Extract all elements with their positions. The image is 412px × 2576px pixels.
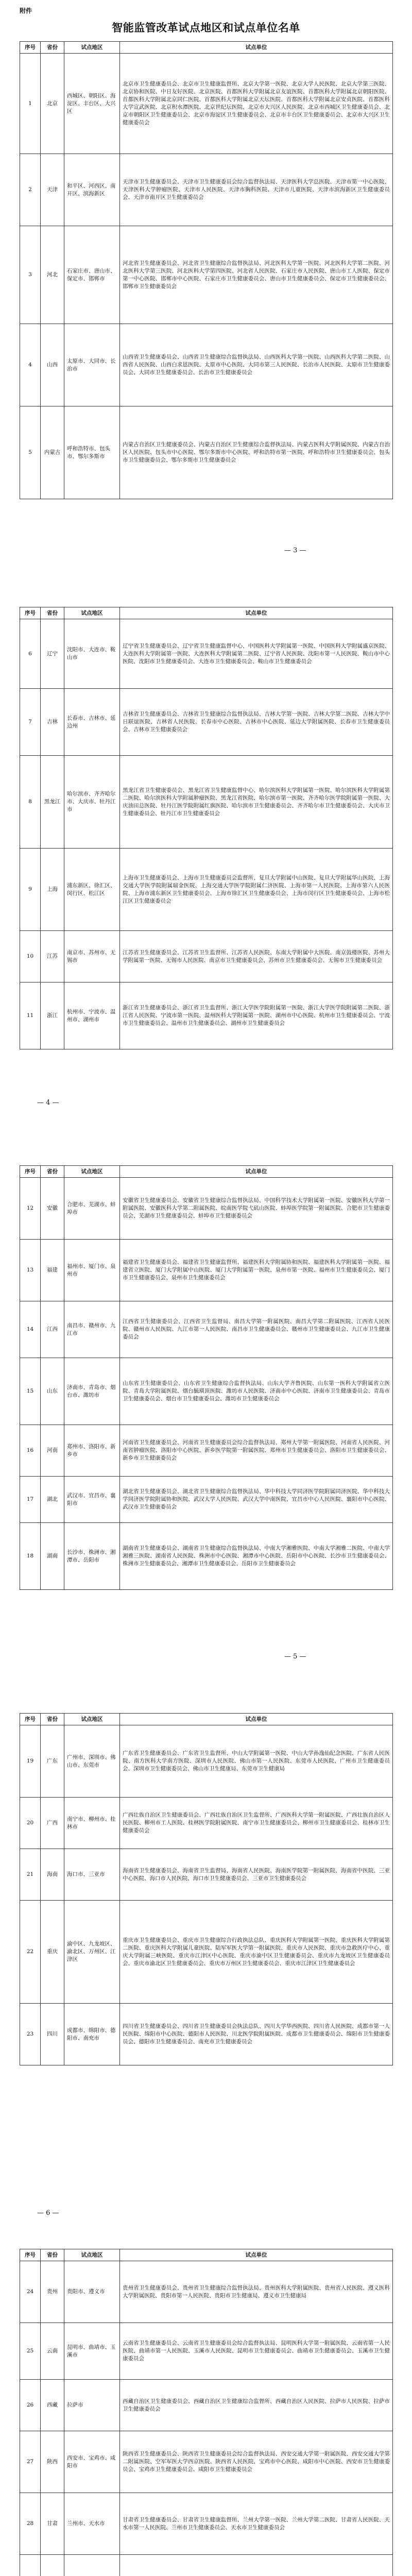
table-header-row (20, 2249, 393, 2261)
cell-units: 广东省卫生健康委员会、广东省卫生监督所、中山大学附属第一医院、中山大学孙逸仙纪念医院、广东省人民医院、南方医科大学南方医院、深圳市人民医院、佛山市第一人民医院、东莞市人民医院、广州市卫生健康委员会、深圳市卫生健康委员会、佛山市卫生健康局、东莞市卫生健康局 (120, 1725, 393, 1798)
table-row (20, 2493, 393, 2555)
cell-index (20, 2555, 41, 2576)
table-row (20, 2555, 393, 2576)
cell-index: 24 (20, 2261, 41, 2323)
cell-region: 西城区、朝阳区、海淀区、丰台区、大兴区 (64, 54, 120, 154)
pilot-list-table (20, 607, 393, 1049)
page-5 (0, 2224, 412, 2576)
cell-units: 辽宁省卫生健康委员会、辽宁省卫生健康监督中心、中国医科大学附属第一医院、中国医科大学附属盛京医院、大连医科大学附属第一医院、大连医科大学附属第二医院、辽宁省人民医院、沈阳市第一人民医院、鞍山市中心医院、沈阳市卫生健康委员会、大连市卫生健康委员会、鞍山市卫生健康委员会 (120, 619, 393, 689)
cell-units: 甘肃省卫生健康委员会、甘肃省卫生健康监督所、兰州大学第一医院、兰州大学第二医院、甘肃省人民医院、天水市第一人民医院、兰州市卫生健康委员会、天水市卫生健康委员会 (120, 2493, 393, 2555)
cell-index: 21 (20, 1849, 41, 1901)
cell-index: 19 (20, 1725, 41, 1798)
header-units: 试点单位 (120, 42, 393, 54)
table-row (20, 1798, 393, 1849)
cell-units: 山西省卫生健康委员会、山西省卫生健康综合监督执法局、山西医科大学第一医院、山西医科大学第二医院、山西省人民医院、山西白求恩医院、太原市中心医院、大同市第三人民医院、长治市人民医院、太原市卫生健康委员会、大同市卫生健康委员会、长治市卫生健康委员会 (120, 324, 393, 406)
table-row (20, 1477, 393, 1523)
table-row (20, 226, 393, 324)
cell-index: 17 (20, 1477, 41, 1523)
cell-region: 渝中区、九龙坡区、渝北区、万州区、江津区 (64, 1901, 120, 2004)
cell-region: 南昌市、赣州市、九江市 (64, 1301, 120, 1358)
table-row (20, 1240, 393, 1301)
cell-units: 湖北省卫生健康委员会、湖北省卫生健康综合监督执法局、华中科技大学同济医学院附属同济医院、华中科技大学同济医学院附属协和医院、武汉大学人民医院、武汉大学中南医院、宜昌市中心人民医院、襄阳市中心医院、武汉市卫生健康委员会 (120, 1477, 393, 1523)
cell-region: 哈尔滨市、齐齐哈尔市、大庆市、牡丹江市 (64, 756, 120, 849)
cell-province: 湖北 (41, 1477, 64, 1523)
header-index: 序号 (20, 607, 41, 619)
pilot-list-table-body (20, 619, 393, 1049)
table-row (20, 689, 393, 756)
table-row (20, 849, 393, 931)
cell-region: 昆明市、曲靖市、玉溪市 (64, 2323, 120, 2380)
cell-province: 贵州 (41, 2261, 64, 2323)
cell-index: 4 (20, 324, 41, 406)
cell-units: 北京市卫生健康委员会、北京市卫生健康监督所、北京大学第一医院、北京大学人民医院、北京大学第三医院、北京协和医院、中日友好医院、北京医院、首都医科大学附属北京友谊医院、首都医科大学附属北京朝阳医院、首都医科大学附属北京同仁医院、首都医科大学附属北京天坛医院、首都医科大学附属北京安贞医院、首都医科大学宣武医院、北京积水潭医院、北京世纪坛医院、北京市大兴区人民医院、北京市西城区卫生健康委员会、北京市朝阳区卫生健康委员会、北京市海淀区卫生健康委员会、北京市丰台区卫生健康委员会、北京市大兴区卫生健康委员会 (120, 54, 393, 154)
pilot-list-table (20, 2249, 393, 2576)
cell-units: 浙江省卫生健康委员会、浙江省卫生监督所、浙江大学医学院附属第一医院、浙江大学医学院附属第二医院、浙江省人民医院、宁波市第一医院、温州医科大学附属第一医院、湖州市中心医院、杭州市卫生健康委员会、宁波市卫生健康委员会、温州市卫生健康委员会、湖州市卫生健康委员会 (120, 982, 393, 1049)
cell-index: 25 (20, 2323, 41, 2380)
pilot-list-table-body (20, 2261, 393, 2576)
table-row (20, 2380, 393, 2431)
cell-units: 江西省卫生健康委员会、江西省卫生监督局、南昌大学第一附属医院、南昌大学第二附属医院、江西省人民医院、赣州市人民医院、九江市第一人民医院、南昌市卫生健康委员会、赣州市卫生健康委员会、九江市卫生健康委员会 (120, 1301, 393, 1358)
header-province: 省份 (41, 607, 64, 619)
cell-units: 贵州省卫生健康委员会、贵州省卫生健康综合监督执法局、贵州医科大学附属医院、贵州省人民医院、遵义医科大学附属医院、贵阳市第一人民医院、贵阳市卫生健康局、遵义市卫生健康局 (120, 2261, 393, 2323)
page-number: — 6 — (37, 2209, 59, 2217)
table-row (20, 619, 393, 689)
page-number: — 5 — (284, 1653, 306, 1660)
cell-units: 广西壮族自治区卫生健康委员会、广西壮族自治区卫生监督所、广西医科大学第一附属医院、广西壮族自治区人民医院、柳州市工人医院、桂林医学院附属医院、南宁市卫生健康委员会、柳州市卫生健康委员会、桂林市卫生健康委员会 (120, 1798, 393, 1849)
cell-index: 16 (20, 1425, 41, 1477)
cell-region: 兰州市、天水市 (64, 2493, 120, 2555)
header-index: 序号 (20, 2249, 41, 2261)
cell-index: 10 (20, 931, 41, 982)
pilot-list-table (20, 1165, 393, 1590)
header-region: 试点地区 (64, 607, 120, 619)
cell-region: 西安市、宝鸡市、咸阳市 (64, 2431, 120, 2493)
cell-region: 南宁市、柳州市、桂林市 (64, 1798, 120, 1849)
pilot-list-table (20, 41, 393, 499)
table-row (20, 1358, 393, 1425)
cell-province: 北京 (41, 54, 64, 154)
table-row (20, 154, 393, 226)
cell-province: 江苏 (41, 931, 64, 982)
cell-province: 河北 (41, 226, 64, 324)
cell-region: 长春市、吉林市、延边州 (64, 689, 120, 756)
cell-index: 6 (20, 619, 41, 689)
table-row (20, 54, 393, 154)
pilot-list-table-body (20, 1725, 393, 2065)
document-title: 智能监管改革试点地区和试点单位名单 (112, 21, 300, 34)
cell-index: 7 (20, 689, 41, 756)
cell-units: 重庆市卫生健康委员会、重庆市卫生健康综合行政执法总队、重庆医科大学附属第一医院、重庆医科大学附属第二医院、重庆医科大学附属儿童医院、陆军军医大学第一附属医院、重庆市人民医院、重庆市急救医疗中心、重庆大学附属三峡医院、重庆市江津区中心医院、重庆市渝中区卫生健康委员会、重庆市九龙坡区卫生健康委员会、重庆市渝北区卫生健康委员会、重庆市万州区卫生健康委员会、重庆市江津区卫生健康委员会 (120, 1901, 393, 2004)
cell-region: 济南市、青岛市、烟台市、潍坊市 (64, 1358, 120, 1425)
page-1 (0, 0, 412, 562)
table-row (20, 1301, 393, 1358)
cell-units: 陕西省卫生健康委员会、陕西省卫生健康委员会综合监督执法局、西安交通大学第一附属医院、西安交通大学第二附属医院、空军军医大学西京医院、陕西省人民医院、宝鸡市中心医院、咸阳市中心医院、西安市卫生健康委员会、宝鸡市卫生健康委员会、咸阳市卫生健康委员会 (120, 2431, 393, 2493)
table-row (20, 1523, 393, 1590)
table-header-row (20, 1166, 393, 1178)
cell-index: 26 (20, 2380, 41, 2431)
table-header-row (20, 1714, 393, 1725)
cell-region: 浦东新区、徐汇区、闵行区、松江区 (64, 849, 120, 931)
cell-region: 福州市、厦门市、泉州市 (64, 1240, 120, 1301)
cell-units: 西藏自治区卫生健康委员会、西藏自治区卫生健康综合监督所、西藏自治区人民医院、拉萨市人民医院、拉萨市卫生健康委员会 (120, 2380, 393, 2431)
cell-units: 湖南省卫生健康委员会、湖南省卫生健康综合监督执法局、中南大学湘雅医院、中南大学湘雅二医院、中南大学湘雅三医院、湖南省人民医院、株洲市中心医院、湘潭市中心医院、岳阳市中心医院、长沙市卫生健康委员会、株洲市卫生健康委员会、湘潭市卫生健康委员会、岳阳市卫生健康委员会 (120, 1523, 393, 1590)
cell-index: 5 (20, 406, 41, 499)
cell-units: 安徽省卫生健康委员会、安徽省卫生健康综合监督执法局、中国科学技术大学附属第一医院、安徽医科大学第一附属医院、安徽医科大学第二附属医院、皖南医学院弋矶山医院、蚌埠医学院第一附属医院、合肥市卫生健康委员会、芜湖市卫生健康委员会、蚌埠市卫生健康委员会 (120, 1178, 393, 1240)
cell-province: 天津 (41, 154, 64, 226)
page-2 (0, 562, 412, 1114)
cell-index: 14 (20, 1301, 41, 1358)
cell-units: 四川省卫生健康委员会、四川省卫生健康委员会执法总队、四川大学华西医院、四川省人民医院、成都市第一人民医院、绵阳市中心医院、德阳市人民医院、川北医学院附属医院、成都市卫生健康委员会、绵阳市卫生健康委员会、德阳市卫生健康委员会、南充市卫生健康委员会 (120, 2004, 393, 2065)
cell-province: 云南 (41, 2323, 64, 2380)
table-header-row (20, 42, 393, 54)
cell-province: 山东 (41, 1358, 64, 1425)
cell-index: 3 (20, 226, 41, 324)
cell-units: 河北省卫生健康委员会、河北省卫生健康综合监督执法局、河北医科大学第一医院、河北医科大学第二医院、河北医科大学第三医院、河北医科大学第四医院、河北省人民医院、石家庄市人民医院、唐山市工人医院、保定市第一中心医院、邯郸市中心医院、石家庄市卫生健康委员会、唐山市卫生健康委员会、保定市卫生健康委员会、邯郸市卫生健康委员会 (120, 226, 393, 324)
cell-region: 沈阳市、大连市、鞍山市 (64, 619, 120, 689)
cell-province: 海南 (41, 1849, 64, 1901)
table-row (20, 756, 393, 849)
header-province: 省份 (41, 1714, 64, 1725)
cell-region: 呼和浩特市、包头市、鄂尔多斯市 (64, 406, 120, 499)
cell-province: 河南 (41, 1425, 64, 1477)
table-row (20, 1849, 393, 1901)
header-province: 省份 (41, 42, 64, 54)
cell-index: 1 (20, 54, 41, 154)
header-index: 序号 (20, 1714, 41, 1725)
pilot-list-table (20, 1713, 393, 2065)
cell-region (64, 2555, 120, 2576)
cell-province: 内蒙古 (41, 406, 64, 499)
attachment-label: 附件 (20, 7, 32, 14)
cell-province: 广西 (41, 1798, 64, 1849)
cell-units: 海南省卫生健康委员会、海南省卫生监督局、海南省人民医院、海南医学院第一附属医院、海南省中医院、三亚中心医院、海口市人民医院、海口市卫生健康委员会、三亚市卫生健康委员会 (120, 1849, 393, 1901)
cell-region: 武汉市、宜昌市、襄阳市 (64, 1477, 120, 1523)
cell-index: 8 (20, 756, 41, 849)
cell-units: 上海市卫生健康委员会、上海市卫生健康委员会监督所、复旦大学附属中山医院、复旦大学附属华山医院、上海交通大学医学院附属瑞金医院、上海交通大学医学院附属仁济医院、上海市第一人民医院、上海市第六人民医院、上海市浦东新区卫生健康委员会、上海市徐汇区卫生健康委员会、上海市闵行区卫生健康委员会、上海市松江区卫生健康委员会 (120, 849, 393, 931)
page-number: — 4 — (37, 1099, 59, 1107)
cell-index: 28 (20, 2493, 41, 2555)
cell-units: 内蒙古自治区卫生健康委员会、内蒙古自治区卫生健康综合监督执法局、内蒙古医科大学附属医院、内蒙古自治区人民医院、包头市中心医院、鄂尔多斯市中心医院、呼和浩特市第一医院、呼和浩特市卫生健康委员会、包头市卫生健康委员会、鄂尔多斯市卫生健康委员会 (120, 406, 393, 499)
cell-index: 18 (20, 1523, 41, 1590)
cell-region: 广州市、深圳市、佛山市、东莞市 (64, 1725, 120, 1798)
cell-region: 太原市、大同市、长治市 (64, 324, 120, 406)
header-region: 试点地区 (64, 42, 120, 54)
page-4 (0, 1668, 412, 2224)
header-units: 试点单位 (120, 2249, 393, 2261)
table-row (20, 2323, 393, 2380)
cell-region: 长沙市、株洲市、湘潭市、岳阳市 (64, 1523, 120, 1590)
header-units: 试点单位 (120, 1166, 393, 1178)
cell-units: 河南省卫生健康委员会、河南省卫生健康委员会综合监督执法局、郑州大学第一附属医院、河南省人民医院、河南省肿瘤医院、洛阳市中心医院、新乡医学院第一附属医院、郑州市卫生健康委员会、洛阳市卫生健康委员会、新乡市卫生健康委员会 (120, 1425, 393, 1477)
header-province: 省份 (41, 1166, 64, 1178)
cell-region: 杭州市、宁波市、温州市、湖州市 (64, 982, 120, 1049)
cell-index: 9 (20, 849, 41, 931)
cell-region: 郑州市、洛阳市、新乡市 (64, 1425, 120, 1477)
cell-province: 湖南 (41, 1523, 64, 1590)
table-row (20, 982, 393, 1049)
header-region: 试点地区 (64, 2249, 120, 2261)
cell-index: 13 (20, 1240, 41, 1301)
cell-province: 广东 (41, 1725, 64, 1798)
cell-units: 江苏省卫生健康委员会、江苏省卫生监督所、江苏省人民医院、东南大学附属中大医院、南京鼓楼医院、苏州大学附属第一医院、无锡市人民医院、南京市卫生健康委员会、苏州市卫生健康委员会、无锡市卫生健康委员会 (120, 931, 393, 982)
cell-province: 吉林 (41, 689, 64, 756)
cell-index: 20 (20, 1798, 41, 1849)
cell-province: 陕西 (41, 2431, 64, 2493)
cell-province (41, 2555, 64, 2576)
cell-index: 2 (20, 154, 41, 226)
table-row (20, 1178, 393, 1240)
cell-index: 15 (20, 1358, 41, 1425)
cell-region: 海口市、三亚市 (64, 1849, 120, 1901)
table-row (20, 2261, 393, 2323)
table-row (20, 1425, 393, 1477)
header-units: 试点单位 (120, 607, 393, 619)
table-row (20, 1901, 393, 2004)
cell-region: 合肥市、芜湖市、蚌埠市 (64, 1178, 120, 1240)
cell-province: 甘肃 (41, 2493, 64, 2555)
cell-province: 西藏 (41, 2380, 64, 2431)
cell-province: 福建 (41, 1240, 64, 1301)
page-number: — 3 — (284, 547, 306, 554)
cell-region: 贵阳市、遵义市 (64, 2261, 120, 2323)
cell-index: 22 (20, 1901, 41, 2004)
table-row (20, 931, 393, 982)
cell-region: 石家庄市、唐山市、保定市、邯郸市 (64, 226, 120, 324)
pilot-list-table-body (20, 1178, 393, 1590)
table-row (20, 2004, 393, 2065)
header-region: 试点地区 (64, 1166, 120, 1178)
cell-region: 成都市、绵阳市、德阳市、南充市 (64, 2004, 120, 2065)
header-units: 试点单位 (120, 1714, 393, 1725)
cell-units: 黑龙江省卫生健康委员会、黑龙江省卫生健康监督中心、哈尔滨医科大学附属第一医院、哈尔滨医科大学附属第二医院、哈尔滨医科大学附属肿瘤医院、黑龙江省医院、哈尔滨市第一医院、齐齐哈尔医学院附属第一医院、大庆油田总医院、牡丹江医学院附属红旗医院、哈尔滨市卫生健康委员会、齐齐哈尔市卫生健康委员会、大庆市卫生健康委员会、牡丹江市卫生健康委员会 (120, 756, 393, 849)
cell-province: 上海 (41, 849, 64, 931)
cell-index: 23 (20, 2004, 41, 2065)
cell-province: 黑龙江 (41, 756, 64, 849)
cell-index: 12 (20, 1178, 41, 1240)
header-index: 序号 (20, 42, 41, 54)
table-row (20, 406, 393, 499)
cell-units: 吉林省卫生健康委员会、吉林省卫生健康综合监督执法局、吉林大学第一医院、吉林大学第二医院、吉林大学中日联谊医院、吉林省人民医院、长春市中心医院、吉林市中心医院、延边大学附属医院、长春市卫生健康委员会、吉林市卫生健康委员会 (120, 689, 393, 756)
pilot-list-table-body (20, 54, 393, 499)
cell-province: 江西 (41, 1301, 64, 1358)
cell-province: 辽宁 (41, 619, 64, 689)
cell-units: 福建省卫生健康委员会、福建省卫生健康监督所、福建医科大学附属协和医院、福建医科大学附属第一医院、福建省立医院、厦门大学附属中山医院、厦门大学附属第一医院、泉州市第一医院、福州市卫生健康委员会、厦门市卫生健康委员会、泉州市卫生健康委员会 (120, 1240, 393, 1301)
cell-region: 拉萨市 (64, 2380, 120, 2431)
header-region: 试点地区 (64, 1714, 120, 1725)
page-3 (0, 1114, 412, 1668)
cell-units: 云南省卫生健康委员会、云南省卫生健康委员会综合监督执法局、昆明医科大学第一附属医院、云南省第一人民医院、曲靖市第一人民医院、玉溪市人民医院、昆明市卫生健康委员会、曲靖市卫生健康委员会、玉溪市卫生健康委员会 (120, 2323, 393, 2380)
cell-province: 山西 (41, 324, 64, 406)
table-row (20, 1725, 393, 1798)
cell-units: 山东省卫生健康委员会、山东省卫生健康综合监督执法局、山东大学齐鲁医院、山东第一医科大学附属省立医院、青岛大学附属医院、烟台毓璜顶医院、潍坊市人民医院、济南市中心医院、济南市卫生健康委员会、青岛市卫生健康委员会、烟台市卫生健康委员会、潍坊市卫生健康委员会 (120, 1358, 393, 1425)
table-header-row (20, 607, 393, 619)
table-row (20, 2431, 393, 2493)
cell-index: 27 (20, 2431, 41, 2493)
cell-province: 重庆 (41, 1901, 64, 2004)
cell-index: 11 (20, 982, 41, 1049)
cell-units (120, 2555, 393, 2576)
cell-province: 安徽 (41, 1178, 64, 1240)
header-province: 省份 (41, 2249, 64, 2261)
cell-province: 浙江 (41, 982, 64, 1049)
cell-region: 南京市、苏州市、无锡市 (64, 931, 120, 982)
cell-province: 四川 (41, 2004, 64, 2065)
cell-region: 和平区、河西区、南开区、滨海新区 (64, 154, 120, 226)
cell-units: 天津市卫生健康委员会、天津市卫生健康委员会综合监督执法局、天津医科大学总医院、天津市第一中心医院、天津医科大学肿瘤医院、天津市人民医院、天津市胸科医院、天津市儿童医院、天津市滨海新区卫生健康委员会、天津市南开区卫生健康委员会 (120, 154, 393, 226)
table-row (20, 324, 393, 406)
header-index: 序号 (20, 1166, 41, 1178)
